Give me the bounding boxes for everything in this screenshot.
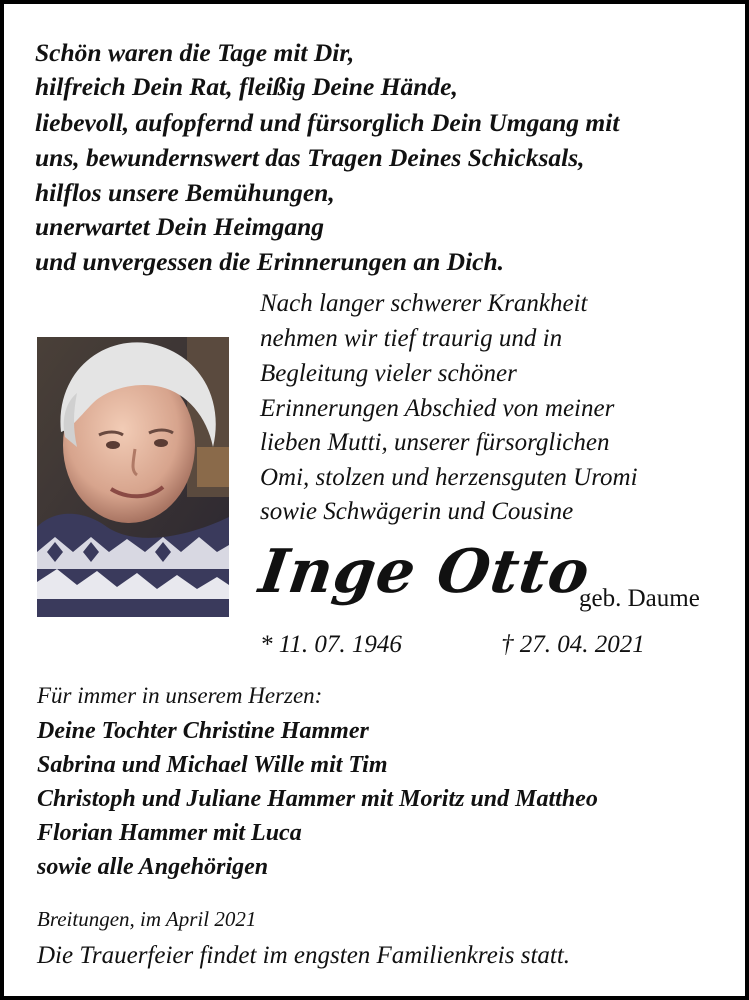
death-date: † 27. 04. 2021: [501, 631, 645, 658]
mourner-line: Sabrina und Michael Wille mit Tim: [37, 752, 388, 778]
intro-line: Nach langer schwerer Krankheit: [260, 290, 588, 317]
deceased-name: Inge Otto: [255, 537, 595, 607]
mourner-line: Florian Hammer mit Luca: [37, 820, 302, 846]
maiden-name: geb. Daume: [579, 585, 700, 612]
mourners-heading: Für immer in unserem Herzen:: [37, 683, 323, 708]
mourner-line: sowie alle Angehörigen: [37, 854, 269, 880]
poem-line: hilfreich Dein Rat, fleißig Deine Hände,: [35, 72, 458, 101]
intro-line: nehmen wir tief traurig und in: [260, 325, 563, 352]
poem-line: unerwartet Dein Heimgang: [35, 212, 325, 241]
birth-date: * 11. 07. 1946: [260, 631, 402, 658]
mourner-line: Deine Tochter Christine Hammer: [37, 718, 369, 744]
intro-line: Begleitung vieler schöner: [260, 360, 517, 387]
intro-line: Erinnerungen Abschied von meiner: [260, 395, 615, 422]
intro-line: sowie Schwägerin und Cousine: [260, 498, 574, 525]
poem-line: Schön waren die Tage mit Dir,: [35, 38, 355, 67]
mourner-line: Christoph und Juliane Hammer mit Moritz und Mattheo: [37, 786, 598, 812]
place-date: Breitungen, im April 2021: [37, 907, 257, 931]
poem-line: liebevoll, aufopfernd und fürsorglich Dein Umgang mit: [35, 108, 620, 137]
intro-line: Omi, stolzen und herzensguten Uromi: [260, 464, 638, 491]
portrait-photo: [37, 337, 229, 617]
poem-line: uns, bewundernswert das Tragen Deines Schicksals,: [35, 143, 585, 172]
poem-line: hilflos unsere Bemühungen,: [35, 178, 335, 207]
service-note: Die Trauerfeier findet im engsten Familienkreis statt.: [37, 942, 571, 969]
intro-line: lieben Mutti, unserer fürsorglichen: [260, 429, 610, 456]
poem-line: und unvergessen die Erinnerungen an Dich.: [35, 247, 505, 276]
